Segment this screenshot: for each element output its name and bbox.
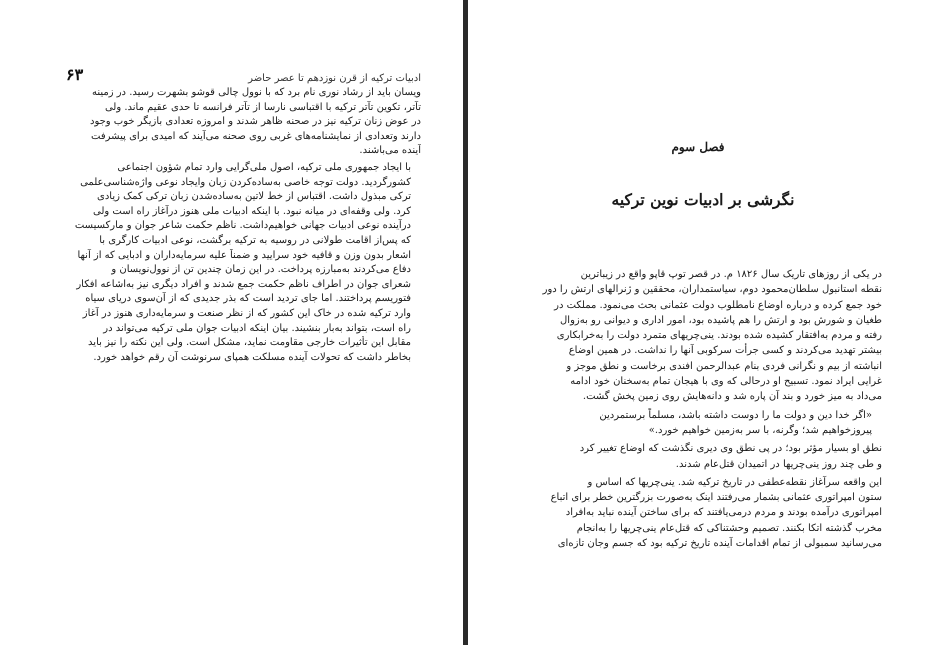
paragraph — [530, 475, 882, 551]
text-line: فتوریسم پرداختند. اما جای تردید است که بذر جدیدی که از آن‌سوی دریای سیاه — [85, 293, 411, 305]
page-number: ۶۳ — [66, 65, 84, 84]
text-line: کرد. ولی وقفه‌ای در میانه نبود. با اینکه ادبیات ملی هنوز درآغاز راه است ولی — [93, 205, 411, 217]
text-line: اشعار بدون وزن و قافیه خود سرایید و ضمناً علیه سرمایه‌داران و ادبایی که از آنها — [77, 249, 411, 261]
right-page-body — [530, 267, 882, 551]
text-line: بیشتر تهدید می‌کردند و کسی جرأت سرکوبی آنها را نداشت. در همین اوضاع — [568, 345, 882, 357]
text-line: این واقعه سرآغاز نقطه‌عطفی در تاریخ ترکیه شد. ینی‌چریها که اساس و — [587, 476, 882, 488]
text-line: راه است، بتواند به‌بار بنشیند. بیان اینکه ادبیات جوان ملی ترکیه می‌تواند در — [103, 322, 411, 334]
text-line: غرایی ایراد نمود. تسبیح او درحالی که وی با هیجان تمام به‌سخنان خود ادامه — [570, 376, 882, 388]
text-line: ستون امپراتوری عثمانی بشمار می‌رفتند اینک به‌صورت بزرگترین خطر برای اتباع — [550, 492, 882, 504]
text-line: کشورگردید. دولت توجه خاصی به‌ساده‌کردن زبان وایجاد نوعی واژه‌شناسی‌علمی — [80, 176, 411, 188]
text-line: نقطه استانبول سلطان‌محمود دوم، سیاستمداران، محققین و ژنرالهای ارتش را دور — [542, 284, 882, 296]
text-line: نطق او بسیار مؤثر بود؛ در پی نطق وی دیری نگذشت که اوضاع تغییر کرد — [579, 443, 882, 455]
text-line: وارد ترکیه شده در خاک این کشور که از نظر صنعت و سرمایه‌داری هنوز در آغاز — [82, 307, 411, 319]
text-line: آینده می‌باشند. — [359, 145, 421, 157]
text-line: مخرب گذشته اتکا بکنند. تصمیم وحشتناکی که قتل‌عام ینی‌چریها را به‌انجام — [576, 522, 882, 534]
text-line: طغیان و شورش بود و ارتش را هم پاشیده بود، امور اداری و دیوانی رو به‌زوال — [560, 314, 882, 326]
text-line: می‌رسانید سمبولی از تمام اقدامات آینده تاریخ ترکیه بود که جسم وجان تازه‌ای — [557, 538, 882, 550]
text-line: پیروزخواهیم شد؛ وگرنه، با سر به‌زمین خواهیم خورد.» — [648, 424, 872, 436]
chapter-label: فصل سوم — [671, 140, 725, 154]
text-line: که پس‌از اقامت طولانی در روسیه به ترکیه برگشت، نوعی ادبیات کارگری با — [99, 234, 411, 246]
text-line: ویسان باید از رشاد نوری نام برد که با نوول چالی قوشو بشهرت رسید. در زمینه — [91, 87, 421, 98]
paragraph — [66, 161, 421, 365]
text-line: درآینده نوعی ادبیات جهانی خواهیم‌داشت. ناظم حکمت شاعر جوان و مارکسیست — [74, 220, 411, 232]
text-line: دارند وتعدادی از نمایشنامه‌های غربی روی صحنه می‌آیند که امیدی برای پیشرفت — [91, 130, 421, 142]
text-line: در یکی از روزهای تاریک سال ۱۸۲۶ م. در قصر توپ قاپو واقع در زیباترین — [580, 269, 882, 280]
text-line: شعرای جوان در اطراف ناظم حکمت جمع شدند و افراد دیگری نیز به‌اشاعه افکار — [76, 278, 411, 290]
text-line: امپراتوری درآمده بودند و مردم درمی‌یافتند که برای ساختن آینده نباید به‌افراد — [565, 507, 882, 519]
text-line: ترکی مبذول داشت. اقتباس از خط لاتین به‌ساده‌شدن زبان ترکی کمک زیادی — [97, 191, 411, 203]
text-line: انباشته از بیم و نگرانی فردی بنام عبدالرحمن افندی برخاست و نطق موجز و — [566, 360, 882, 372]
left-page — [0, 0, 463, 645]
text-line: خود جمع کرده و درباره اوضاع نامطلوب دولت عثمانی بحث می‌نمود. مملکت در — [554, 299, 882, 311]
quote-paragraph — [530, 408, 882, 439]
paragraph — [530, 267, 882, 405]
paragraph — [530, 441, 882, 472]
text-line: مقابل این تأثیرات خارجی مقاومت نماید، مشکل است. ولی این نکته را نیز باید — [88, 337, 411, 349]
text-line: بخاطر داشت که تحولات آینده مسلکت همپای سرنوشت آن رقم خواهد خورد. — [93, 351, 411, 363]
text-line: و طی چند روز ینی‌چریها در اتمیدان قتل‌عام شدند. — [675, 458, 882, 470]
running-head: ادبیات ترکیه از قرن نوزدهم تا عصر حاضر — [248, 73, 421, 84]
right-page — [468, 0, 929, 645]
page-header — [66, 62, 421, 84]
text-line: تآتر، تکوین تآتر ترکیه با اقتباسی نارسا از تآتر فرانسه تا حدی عقیم ماند. ولی — [104, 101, 421, 113]
paragraph — [66, 86, 421, 159]
text-line: می‌داد به میز خورد و بند آن پاره شد و دانه‌هایش روی زمین پخش گشت. — [582, 391, 882, 403]
text-line: با ایجاد جمهوری ملی ترکیه، اصول ملی‌گرایی وارد تمام شؤون اجتماعی — [117, 161, 411, 173]
text-line: «اگر خدا دین و دولت ما را دوست داشته باشد، مسلماً برستمردین — [599, 409, 872, 421]
text-line: در عوض زنان ترکیه نیز در صحنه ظاهر شدند و امروزه تعدادی بازیگر خوب وجود — [89, 116, 421, 128]
text-line: رفته و مردم به‌افتقار کشیده شده بودند. ینی‌چریهای متمرد دولت را به‌خرابکاری — [556, 330, 882, 342]
text-line: دفاع می‌کردند به‌مبارزه پرداخت. در این زمان چندین تن از نوول‌نویسان و — [111, 264, 411, 276]
chapter-title: نگرشی بر ادبیات نوین ترکیه — [611, 190, 795, 209]
left-page-body — [66, 86, 421, 365]
